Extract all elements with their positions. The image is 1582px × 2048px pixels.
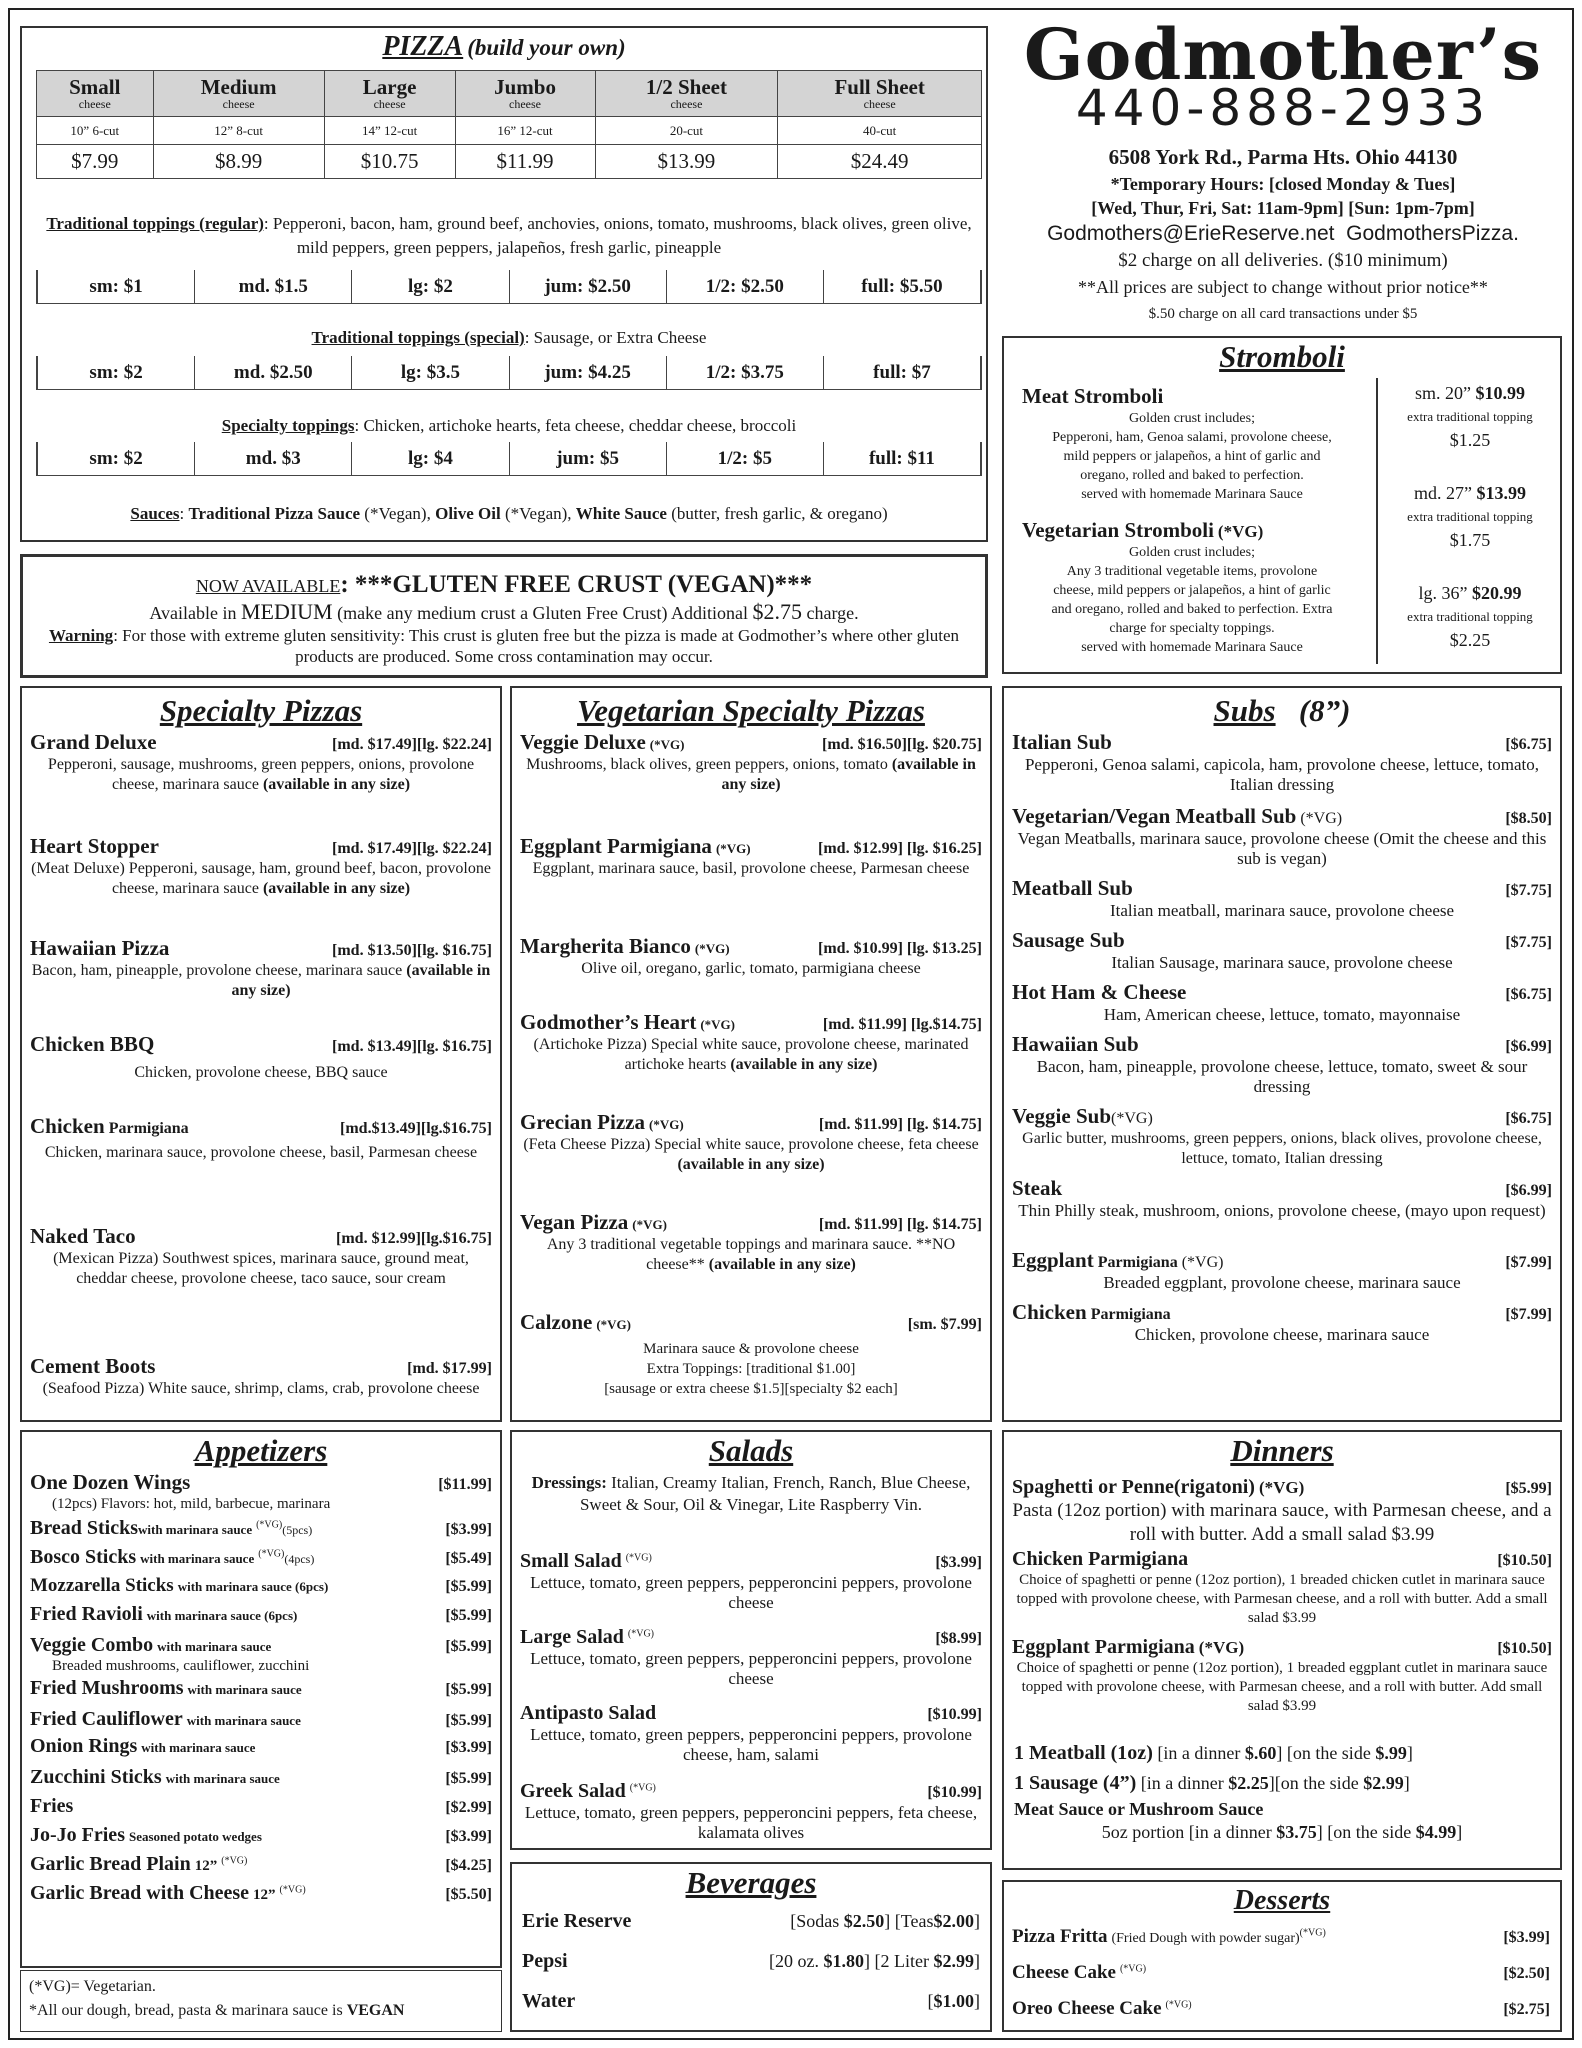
price-cell: $10.75 bbox=[324, 145, 455, 179]
dinner-sides: 1 Meatball (1oz) [in a dinner $.60] [on the side $.99] 1 Sausage (4”) [in a dinner $2.25][on the side $2.99] Meat Sauce or Mushroom Sauce 5oz portion [in a dinner $3.75] [on the side $4.99] bbox=[1014, 1738, 1550, 1844]
subs-title: Subs (8”) bbox=[1213, 693, 1351, 728]
menu-item: Spaghetti or Penne(rigatoni) (*VG) [$5.99] Pasta (12oz portion) with marinara sauce, with Parmesan cheese, and a roll with butter. Add a small salad $3.99 bbox=[1012, 1476, 1552, 1545]
cut-cell: 16” 12-cut bbox=[455, 117, 595, 145]
menu-item: Meatball Sub [$7.75] Italian meatball, marinara sauce, provolone cheese bbox=[1012, 876, 1552, 920]
side-item: Meat Sauce or Mushroom Sauce bbox=[1014, 1799, 1264, 1819]
menu-item: Hot Ham & Cheese [$6.75] Ham, American cheese, lettuce, tomato, mayonnaise bbox=[1012, 980, 1552, 1024]
price-row bbox=[37, 145, 982, 179]
address: 6508 York Rd., Parma Hts. Ohio 44130 bbox=[1108, 145, 1458, 169]
desserts-section bbox=[1002, 1880, 1562, 2032]
dinners-title: Dinners bbox=[1230, 1433, 1334, 1468]
menu-item: Calzone (*VG) [sm. $7.99] Marinara sauce & provolone cheese Extra Toppings: [traditional $1.00] [sausage or extra cheese $1.5][specialty $2 each] bbox=[520, 1310, 982, 1397]
stromboli-sizes bbox=[1382, 380, 1558, 674]
menu-item: Fries [$2.99] bbox=[30, 1795, 492, 1817]
menu-item: One Dozen Wings [$11.99] bbox=[30, 1470, 492, 1494]
size-cell: Full Sheet cheese bbox=[778, 71, 982, 117]
menu-item: Garlic Bread with Cheese 12” $^{(*VG)}$ [$5.50] bbox=[30, 1882, 492, 1904]
menu-item: Oreo Cheese Cake $^{(*VG)}$ [$2.75] bbox=[1012, 1998, 1550, 2019]
menu-item: Chicken Parmigiana [$10.50] Choice of spaghetti or penne (12oz portion), 1 breaded chicken cutlet in marinara sauce topped with provolone cheese, with Parmesan cheese, and a roll with butter. Add a small salad $3.99 bbox=[1012, 1548, 1552, 1626]
menu-item: Italian Sub [$6.75] Pepperoni, Genoa salami, capicola, ham, provolone cheese, lettuce, tomato, Italian dressing bbox=[1012, 730, 1552, 794]
menu-item: Chicken Parmigiana [md.$13.49][lg.$16.75] Chicken, marinara sauce, provolone cheese, basil, Parmesan cheese bbox=[30, 1114, 492, 1161]
beverages-title: Beverages bbox=[685, 1865, 817, 1900]
trad-regular-prices: sm: $1 md. $1.5 lg: $2 jum: $2.50 1/2: $2.50 full: $5.50 bbox=[36, 270, 982, 304]
menu-item: Eggplant Parmigiana (*VG) [$10.50] Choice of spaghetti or penne (12oz portion), 1 breaded eggplant cutlet in marinara sauce topped with provolone cheese, with Parmesan cheese, and a roll with butter. Add small salad $3.99 bbox=[1012, 1636, 1552, 1714]
size-header-row bbox=[37, 71, 982, 117]
menu-item: Bosco Sticks with marinara sauce $^{(*VG)}$(4pcs) [$5.49] bbox=[30, 1546, 492, 1568]
menu-item: Zucchini Sticks with marinara sauce [$5.99] bbox=[30, 1766, 492, 1788]
size-cell: 1/2 Sheet cheese bbox=[595, 71, 778, 117]
dinners-section bbox=[1002, 1430, 1562, 1870]
menu-item: Sausage Sub [$7.75] Italian Sausage, marinara sauce, provolone cheese bbox=[1012, 928, 1552, 972]
size-cell: Medium cheese bbox=[153, 71, 324, 117]
vegan-note-box: (*VG)= Vegetarian. *All our dough, bread, pasta & marinara sauce is VEGAN bbox=[20, 1970, 502, 2032]
menu-item: Bread Stickswith marinara sauce $^{(*VG)}$(5pcs) [$3.99] bbox=[30, 1517, 492, 1539]
trad-regular-text: Traditional toppings (regular): Pepperoni, bacon, ham, ground beef, anchovies, onions, tomato, mushrooms, black olives, green olive, mild peppers, green peppers, jalapeños, fresh garlic, pineapple bbox=[46, 214, 972, 257]
menu-item: Vegetarian/Vegan Meatball Sub (*VG) [$8.50] Vegan Meatballs, marinara sauce, provolone cheese (Omit the cheese and this sub is vegan) bbox=[1012, 804, 1552, 868]
stromboli-size: lg. 36” $20.99 extra traditional topping $2.25 bbox=[1407, 583, 1533, 650]
trad-special-prices: sm: $2 md. $2.50 lg: $3.5 jum: $4.25 1/2: $3.75 full: $7 bbox=[36, 356, 982, 390]
beverages-section bbox=[510, 1862, 992, 2032]
hours-line-2: [Wed, Thur, Fri, Sat: 11am-9pm] [Sun: 1pm-7pm] bbox=[1091, 198, 1475, 218]
menu-item: Hawaiian Pizza [md. $13.50][lg. $16.75] Bacon, ham, pineapple, provolone cheese, marinara sauce (available in any size) bbox=[30, 936, 492, 999]
card-charge-note: $.50 charge on all card transactions under $5 bbox=[1148, 306, 1418, 322]
dressings: Dressings: Italian, Creamy Italian, French, Ranch, Blue Cheese, Sweet & Sour, Oil & Vinegar, Lite Raspberry Vin. bbox=[531, 1473, 971, 1514]
price-cell: $13.99 bbox=[595, 145, 778, 179]
menu-item: Grecian Pizza (*VG) [md. $11.99] [lg. $14.75] (Feta Cheese Pizza) Special white sauce, provolone cheese, feta cheese (available in any size) bbox=[520, 1110, 982, 1173]
gluten-free-section bbox=[20, 554, 988, 678]
hours-line-1: *Temporary Hours: [closed Monday & Tues] bbox=[1110, 174, 1456, 194]
delivery-note: $2 charge on all deliveries. ($10 minimum) bbox=[1118, 250, 1448, 271]
pizza-title: PIZZA (build your own) bbox=[382, 31, 626, 62]
pizza-section bbox=[20, 26, 988, 542]
menu-item: Heart Stopper [md. $17.49][lg. $22.24] (Meat Deluxe) Pepperoni, sausage, ham, ground beef, bacon, provolone cheese, marinara sauce (available in any size) bbox=[30, 834, 492, 897]
appetizer-list: One Dozen Wings [$11.99] (12pcs) Flavors: hot, mild, barbecue, marinara Bread Stickswith marinara sauce $^{(*VG)}$(5pcs) [$3.99] Bosco Sticks with marinara sauce $^{(*VG)}$(4pcs) [$5.49] Mozzarella Sticks with marinara sauce (6pcs) [$5.99] Fried Ravioli with marinara sauce (6pcs) [$5.99] Veggie Combo with marinara sauce [$5.99] Breaded mushrooms, cauliflower, zucchini Fried Mushrooms with marinara sauce [$5.99] Fried Cauliflower with marinara sauce [$5.99] Onion Rings with marinara sauce [$3.99] Zucchini Sticks with marinara sauce [$5.99] Fries [$2.99] Jo-Jo Fries Seasoned potato wedges [$3.99] Garlic Bread Plain 12” $^{(*VG)}$ [$4.25] Garlic Bread with Cheese 12” $^{(*VG)}$ [$5.50] bbox=[30, 1470, 492, 1904]
menu-item: Steak [$6.99] Thin Philly steak, mushroom, onions, provolone cheese, (mayo upon request) bbox=[1012, 1176, 1552, 1220]
menu-item: Water [$1.00] bbox=[522, 1990, 980, 2012]
beverage-list bbox=[522, 1910, 980, 2030]
size-cell: Jumbo cheese bbox=[455, 71, 595, 117]
brand-name: Godmother’s bbox=[1023, 13, 1543, 96]
menu-item: Chicken Parmigiana [$7.99] Chicken, provolone cheese, marinara sauce bbox=[1012, 1300, 1552, 1344]
subs-section bbox=[1002, 686, 1562, 1422]
menu-item: Pepsi [20 oz. $1.80] [2 Liter $2.99] bbox=[522, 1950, 980, 1972]
gluten-warning: Warning: For those with extreme gluten sensitivity: This crust is gluten free but the pizza is made at Godmother’s where other gluten products are produced. Some cross contamination may occur. bbox=[48, 626, 960, 666]
menu-item: Veggie Deluxe (*VG) [md. $16.50][lg. $20.75] Mushrooms, black olives, green peppers, onions, tomato (available in any size) bbox=[520, 730, 982, 793]
menu-item: Onion Rings with marinara sauce [$3.99] bbox=[30, 1735, 492, 1757]
specialty-toppings-text: Specialty toppings: Chicken, artichoke hearts, feta cheese, cheddar cheese, broccoli bbox=[221, 416, 797, 435]
price-cell: $8.99 bbox=[153, 145, 324, 179]
menu-item: Hawaiian Sub [$6.99] Bacon, ham, pineapple, provolone cheese, lettuce, tomato, sweet & sour dressing bbox=[1012, 1032, 1552, 1096]
size-cell: Small cheese bbox=[37, 71, 154, 117]
desserts-title: Desserts bbox=[1233, 1885, 1331, 1916]
phone-number: 440-888-2933 bbox=[1075, 79, 1491, 137]
menu-item: Cement Boots [md. $17.99] (Seafood Pizza) White sauce, shrimp, clams, crab, provolone cheese bbox=[30, 1354, 492, 1397]
menu-item: Eggplant Parmigiana (*VG) [$7.99] Breaded eggplant, provolone cheese, marinara sauce bbox=[1012, 1248, 1552, 1292]
stromboli-size: md. 27” $13.99 extra traditional topping $1.75 bbox=[1407, 483, 1533, 550]
stromboli-title: Stromboli bbox=[1219, 339, 1345, 374]
menu-item: Fried Cauliflower with marinara sauce [$5.99] bbox=[30, 1708, 492, 1730]
stromboli-divider bbox=[1376, 378, 1378, 664]
menu-item: Small Salad $^{(*VG)}$ [$3.99] Lettuce, tomato, green peppers, pepperoncini peppers, provolone cheese bbox=[520, 1550, 982, 1612]
trad-special-text: Traditional toppings (special): Sausage, or Extra Cheese bbox=[311, 328, 707, 347]
price-notice: **All prices are subject to change without prior notice** bbox=[1078, 277, 1488, 297]
stromboli-section bbox=[1002, 336, 1562, 674]
website-link[interactable]: GodmothersPizza. bbox=[1346, 222, 1519, 245]
salads-title: Salads bbox=[708, 1433, 794, 1468]
side-item: 1 Sausage (4”) [in a dinner $2.25][on the side $2.99] bbox=[1014, 1772, 1410, 1794]
vegetarian-title: Vegetarian Specialty Pizzas bbox=[577, 693, 925, 728]
vegetarian-pizzas-section bbox=[510, 686, 992, 1422]
pizza-size-table bbox=[36, 70, 982, 179]
specialty-pizzas-section bbox=[20, 686, 502, 1422]
menu-item: Naked Taco [md. $12.99][lg.$16.75] (Mexican Pizza) Southwest spices, marinara sauce, ground meat, cheddar cheese, provolone cheese, taco sauce, sour cream bbox=[30, 1224, 492, 1287]
cut-cell: 20-cut bbox=[595, 117, 778, 145]
cut-cell: 10” 6-cut bbox=[37, 117, 154, 145]
menu-item: Grand Deluxe [md. $17.49][lg. $22.24] Pepperoni, sausage, mushrooms, green peppers, onions, provolone cheese, marinara sauce (available in any size) bbox=[30, 730, 492, 793]
side-item: 1 Meatball (1oz) [in a dinner $.60] [on the side $.99] bbox=[1014, 1742, 1413, 1764]
cut-cell: 14” 12-cut bbox=[324, 117, 455, 145]
stromboli-size: sm. 20” $10.99 extra traditional topping $1.25 bbox=[1407, 383, 1533, 450]
menu-item: Greek Salad $^{(*VG)}$ [$10.99] Lettuce, tomato, green peppers, pepperoncini peppers, feta cheese, kalamata olives bbox=[520, 1780, 982, 1842]
meat-stromboli: Meat Stromboli Golden crust includes; Pepperoni, ham, Genoa salami, provolone cheese, mild peppers or jalapeños, a hint of garlic and oregano, rolled and baked to perfection. served with homemade Marinara Sauce bbox=[1022, 384, 1332, 502]
menu-item: Pizza Fritta (Fried Dough with powder sugar)$^{(*VG)}$ [$3.99] bbox=[1012, 1926, 1550, 1947]
size-cell: Large cheese bbox=[324, 71, 455, 117]
cut-cell: 12” 8-cut bbox=[153, 117, 324, 145]
menu-item: Fried Mushrooms with marinara sauce [$5.99] bbox=[30, 1677, 492, 1699]
appetizers-title: Appetizers bbox=[194, 1433, 328, 1468]
appetizers-section bbox=[20, 1430, 502, 1968]
specialty-prices: sm: $2 md. $3 lg: $4 jum: $5 1/2: $5 full: $11 bbox=[36, 442, 982, 476]
price-cell: $11.99 bbox=[455, 145, 595, 179]
menu-item: Veggie Combo with marinara sauce [$5.99] bbox=[30, 1634, 492, 1656]
menu-item: Fried Ravioli with marinara sauce (6pcs) [$5.99] bbox=[30, 1603, 492, 1625]
cut-cell: 40-cut bbox=[778, 117, 982, 145]
price-cell: $7.99 bbox=[37, 145, 154, 179]
salads-section bbox=[510, 1430, 992, 1850]
cut-row bbox=[37, 117, 982, 145]
menu-item: Erie Reserve [Sodas $2.50] [Teas$2.00] bbox=[522, 1910, 980, 1932]
menu-item: Garlic Bread Plain 12” $^{(*VG)}$ [$4.25] bbox=[30, 1853, 492, 1875]
vegetarian-stromboli: Vegetarian Stromboli (*VG) Golden crust includes; Any 3 traditional vegetable items, provolone cheese, mild peppers or jalapeños, a hint of garlic and oregano, rolled and baked to perfection. Extra charge for specialty toppings. served with homemade Marinara Sauce bbox=[1022, 518, 1333, 655]
email-link[interactable]: Godmothers@ErieReserve.net bbox=[1047, 222, 1335, 245]
gluten-availability: Available in MEDIUM (make any medium crust a Gluten Free Crust) Additional $2.75 charge. bbox=[149, 599, 859, 624]
gluten-headline: NOW AVAILABLE: ***GLUTEN FREE CRUST (VEGAN)*** bbox=[195, 571, 813, 598]
contact-line bbox=[1003, 221, 1563, 247]
menu-item: Veggie Sub(*VG) [$6.75] Garlic butter, mushrooms, green peppers, onions, black olives, provolone cheese, lettuce, tomato, Italian dressing bbox=[1012, 1104, 1552, 1167]
menu-item: Godmother’s Heart (*VG) [md. $11.99] [lg.$14.75] (Artichoke Pizza) Special white sauce, provolone cheese, marinated artichoke hearts (available in any size) bbox=[520, 1010, 982, 1073]
menu-item: Eggplant Parmigiana (*VG) [md. $12.99] [lg. $16.25] Eggplant, marinara sauce, basil, provolone cheese, Parmesan cheese bbox=[520, 834, 982, 877]
menu-item: Mozzarella Sticks with marinara sauce (6pcs) [$5.99] bbox=[30, 1575, 492, 1596]
menu-item: Margherita Bianco (*VG) [md. $10.99] [lg. $13.25] Olive oil, oregano, garlic, tomato, parmigiana cheese bbox=[520, 934, 982, 977]
menu-item: Large Salad $^{(*VG)}$ [$8.99] Lettuce, tomato, green peppers, pepperoncini peppers, provolone cheese bbox=[520, 1626, 982, 1688]
price-cell: $24.49 bbox=[778, 145, 982, 179]
dessert-list bbox=[1012, 1926, 1550, 2032]
sauces-text: Sauces: Traditional Pizza Sauce (*Vegan), Olive Oil (*Vegan), White Sauce (butter, fresh garlic, & oregano) bbox=[130, 504, 888, 523]
specialty-title: Specialty Pizzas bbox=[159, 693, 363, 728]
menu-item: Chicken BBQ [md. $13.49][lg. $16.75] Chicken, provolone cheese, BBQ sauce bbox=[30, 1032, 492, 1081]
menu-item: Antipasto Salad [$10.99] Lettuce, tomato, green peppers, pepperoncini peppers, provolone cheese, ham, salami bbox=[520, 1702, 982, 1764]
menu-item: Vegan Pizza (*VG) [md. $11.99] [lg. $14.75] Any 3 traditional vegetable toppings and marinara sauce. **NO cheese** (available in any size) bbox=[520, 1210, 982, 1273]
menu-item: Cheese Cake $^{(*VG)}$ [$2.50] bbox=[1012, 1962, 1550, 1983]
menu-item: Jo-Jo Fries Seasoned potato wedges [$3.99] bbox=[30, 1824, 492, 1846]
